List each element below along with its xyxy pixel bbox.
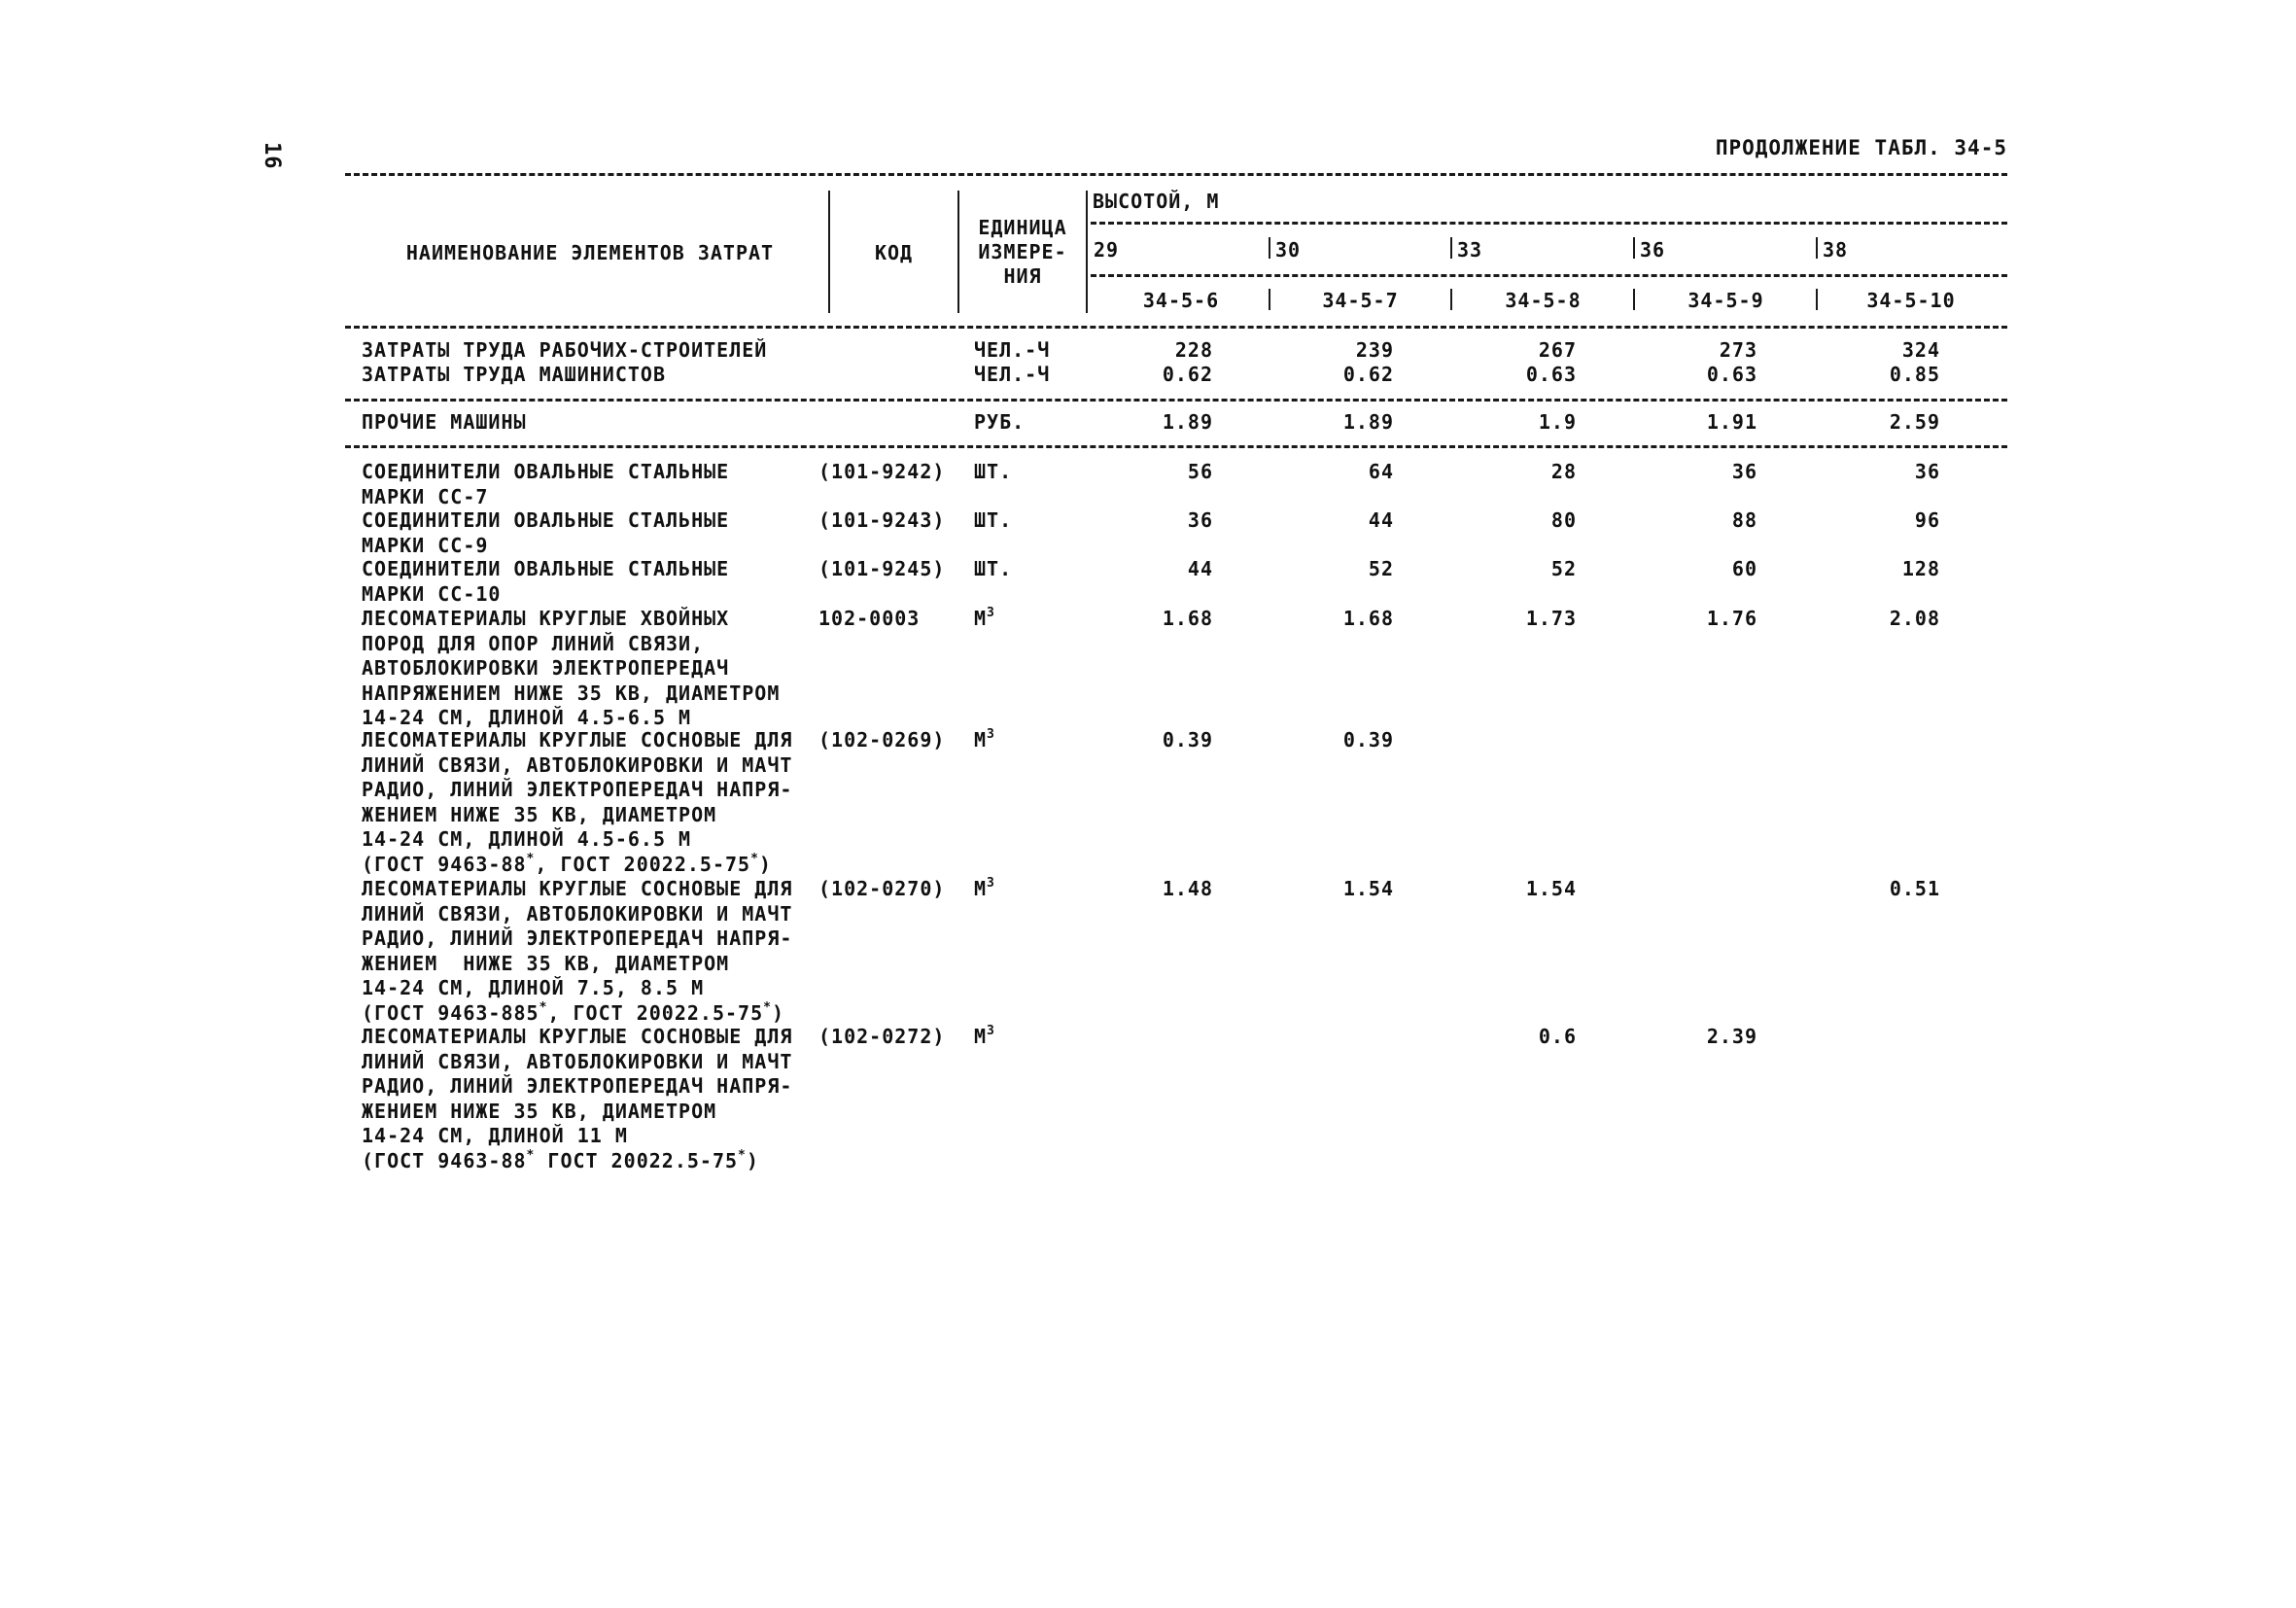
material-row-unit: ШТ. (974, 460, 1013, 483)
material-row-name-line: МАРКИ СС-10 (362, 581, 502, 606)
header-code: КОД (874, 241, 914, 264)
material-row-name-line: ЖЕНИЕМ НИЖЕ 35 КВ, ДИАМЕТРОМ (362, 1099, 717, 1123)
material-row-code: (101-9245) (818, 557, 946, 580)
material-row-code: (101-9242) (818, 460, 946, 483)
material-row-value: 88 (1731, 508, 1757, 532)
labor-row-value: 0.62 (1162, 363, 1213, 386)
header-separator-name-code (828, 191, 830, 313)
material-row-value: 1.73 (1525, 607, 1577, 630)
material-row-value: 0.51 (1889, 877, 1940, 900)
norm-code-rule (1091, 274, 2007, 277)
material-row-name-line: ЛЕСОМАТЕРИАЛЫ КРУГЛЫЕ СОСНОВЫЕ ДЛЯ (362, 728, 793, 752)
material-row-name-line: РАДИО, ЛИНИЙ ЭЛЕКТРОПЕРЕДАЧ НАПРЯ- (362, 1074, 793, 1098)
material-row-name-line: ЛЕСОМАТЕРИАЛЫ КРУГЛЫЕ СОСНОВЫЕ ДЛЯ (362, 1025, 793, 1048)
header-height-30: 30 (1275, 238, 1302, 262)
material-row-name-line: ЛИНИЙ СВЯЗИ, АВТОБЛОКИРОВКИ И МАЧТ (362, 752, 793, 777)
labor-row-unit: ЧЕЛ.-Ч (974, 338, 1051, 362)
material-row-value: 1.54 (1342, 877, 1394, 900)
material-row-name-line: 14-24 СМ, ДЛИНОЙ 11 М (362, 1124, 628, 1147)
machines-row-value: 2.59 (1889, 410, 1940, 434)
header-unit-line-1: ЕДИНИЦА (978, 216, 1067, 239)
labor-row-value: 228 (1174, 338, 1213, 362)
material-row-name-line: (ГОСТ 9463-885*, ГОСТ 20022.5-75*) (362, 999, 784, 1025)
material-row-unit: $М^3$ (974, 606, 995, 630)
material-row-name-line: РАДИО, ЛИНИЙ ЭЛЕКТРОПЕРЕДАЧ НАПРЯ- (362, 778, 793, 801)
material-row-value: 1.48 (1162, 877, 1213, 900)
labor-row-value: 0.85 (1889, 363, 1940, 386)
material-row-value: 1.68 (1162, 607, 1213, 630)
material-row-value: 2.08 (1889, 607, 1940, 630)
header-unit-line-3: НИЯ (1003, 264, 1042, 288)
header-norm-34-5-7: 34-5-7 (1322, 289, 1399, 312)
material-row-value: 44 (1368, 508, 1394, 532)
labor-bottom-rule (345, 399, 2007, 402)
material-row-name-line: СОЕДИНИТЕЛИ ОВАЛЬНЫЕ СТАЛЬНЫЕ (362, 460, 730, 483)
header-separator-unit-values (1086, 191, 1088, 313)
header-norm-34-5-8: 34-5-8 (1505, 289, 1582, 312)
material-row-name-line: МАРКИ СС-9 (362, 533, 489, 557)
material-row-name-line: ЖЕНИЕМ НИЖЕ 35 КВ, ДИАМЕТРОМ (362, 951, 730, 975)
header-height-29: 29 (1094, 238, 1120, 262)
labor-row-value: 267 (1538, 338, 1577, 362)
height-caption-rule (1091, 222, 2007, 225)
material-row-name-line: ЛЕСОМАТЕРИАЛЫ КРУГЛЫЕ СОСНОВЫЕ ДЛЯ (362, 877, 793, 900)
material-row-name-line: 14-24 СМ, ДЛИНОЙ 4.5-6.5 М (362, 827, 692, 851)
material-row-name-line: ЛЕСОМАТЕРИАЛЫ КРУГЛЫЕ ХВОЙНЫХ (362, 607, 730, 630)
labor-row-value: 0.62 (1342, 363, 1394, 386)
material-row-name-line: СОЕДИНИТЕЛИ ОВАЛЬНЫЕ СТАЛЬНЫЕ (362, 557, 730, 580)
material-row-code: (102-0270) (818, 877, 946, 900)
material-row-value: 36 (1914, 460, 1940, 483)
machines-row-unit: РУБ. (974, 410, 1026, 434)
material-row-name-line: (ГОСТ 9463-88*, ГОСТ 20022.5-75*) (362, 851, 772, 876)
header-height-38: 38 (1823, 238, 1849, 262)
material-row-value: 0.39 (1342, 728, 1394, 752)
header-separator-n8 (1450, 289, 1452, 310)
material-row-unit: $М^3$ (974, 727, 995, 752)
material-row-name-line: ПОРОД ДЛЯ ОПОР ЛИНИЙ СВЯЗИ, (362, 631, 705, 655)
material-row-value: 36 (1731, 460, 1757, 483)
labor-row-value: 324 (1901, 338, 1940, 362)
material-row-code: (101-9243) (818, 508, 946, 532)
labor-row-value: 273 (1719, 338, 1757, 362)
material-row-code: (102-0272) (818, 1025, 946, 1048)
material-row-name-line: (ГОСТ 9463-88* ГОСТ 20022.5-75*) (362, 1147, 759, 1172)
header-separator-h30 (1269, 237, 1270, 259)
header-height-36: 36 (1640, 238, 1666, 262)
material-row-value: 44 (1187, 557, 1213, 580)
material-row-name-line: ЛИНИЙ СВЯЗИ, АВТОБЛОКИРОВКИ И МАЧТ (362, 901, 793, 926)
material-row-unit: ШТ. (974, 508, 1013, 532)
material-row-value: 1.68 (1342, 607, 1394, 630)
header-separator-n9 (1633, 289, 1635, 310)
labor-row-value: 239 (1355, 338, 1394, 362)
header-separator-h33 (1450, 237, 1452, 259)
material-row-value: 64 (1368, 460, 1394, 483)
material-row-name-line: ЖЕНИЕМ НИЖЕ 35 КВ, ДИАМЕТРОМ (362, 802, 717, 826)
material-row-value: 80 (1550, 508, 1577, 532)
material-row-value: 60 (1731, 557, 1757, 580)
material-row-value: 0.6 (1538, 1025, 1577, 1048)
header-norm-34-5-9: 34-5-9 (1687, 289, 1764, 312)
material-row-name-line: МАРКИ СС-7 (362, 484, 489, 508)
machines-row-value: 1.9 (1538, 410, 1577, 434)
labor-row-unit: ЧЕЛ.-Ч (974, 363, 1051, 386)
material-row-value: 1.76 (1706, 607, 1757, 630)
material-row-name-line: НАПРЯЖЕНИЕМ НИЖЕ 35 КВ, ДИАМЕТРОМ (362, 681, 781, 705)
material-row-value: 56 (1187, 460, 1213, 483)
material-row-name-line: ЛИНИЙ СВЯЗИ, АВТОБЛОКИРОВКИ И МАЧТ (362, 1049, 793, 1073)
header-name: НАИМЕНОВАНИЕ ЭЛЕМЕНТОВ ЗАТРАТ (405, 241, 775, 264)
material-row-code: 102-0003 (818, 607, 921, 630)
table-continuation-caption: ПРОДОЛЖЕНИЕ ТАБЛ. 34-5 (1715, 136, 2007, 159)
header-separator-n10 (1816, 289, 1818, 310)
header-norm-34-5-10: 34-5-10 (1866, 289, 1956, 312)
machines-row-name: ПРОЧИЕ МАШИНЫ (362, 410, 527, 434)
material-row-value: 128 (1901, 557, 1940, 580)
page-number: 16 (260, 142, 284, 170)
material-row-name-line: РАДИО, ЛИНИЙ ЭЛЕКТРОПЕРЕДАЧ НАПРЯ- (362, 926, 793, 950)
header-separator-h36 (1633, 237, 1635, 259)
material-row-unit: $М^3$ (974, 1024, 995, 1048)
material-row-value: 36 (1187, 508, 1213, 532)
labor-row-name: ЗАТРАТЫ ТРУДА МАШИНИСТОВ (362, 363, 666, 386)
header-separator-n7 (1269, 289, 1270, 310)
header-height-33: 33 (1457, 238, 1483, 262)
material-row-unit: ШТ. (974, 557, 1013, 580)
material-row-name-line: АВТОБЛОКИРОВКИ ЭЛЕКТРОПЕРЕДАЧ (362, 656, 730, 680)
header-separator-code-unit (957, 191, 959, 313)
header-bottom-rule (345, 326, 2007, 329)
machines-row-value: 1.89 (1162, 410, 1213, 434)
material-row-value: 2.39 (1706, 1025, 1757, 1048)
material-row-value: 0.39 (1162, 728, 1213, 752)
table-top-rule (345, 173, 2007, 176)
labor-row-name: ЗАТРАТЫ ТРУДА РАБОЧИХ-СТРОИТЕЛЕЙ (362, 338, 768, 362)
machines-row-value: 1.89 (1342, 410, 1394, 434)
header-norm-34-5-6: 34-5-6 (1142, 289, 1220, 312)
header-separator-h38 (1816, 237, 1818, 259)
material-row-name-line: 14-24 СМ, ДЛИНОЙ 7.5, 8.5 М (362, 976, 705, 999)
material-row-value: 1.54 (1525, 877, 1577, 900)
material-row-code: (102-0269) (818, 728, 946, 752)
material-row-name-line: СОЕДИНИТЕЛИ ОВАЛЬНЫЕ СТАЛЬНЫЕ (362, 508, 730, 532)
header-height-caption: ВЫСОТОЙ, М (1093, 190, 1220, 213)
material-row-name-line: 14-24 СМ, ДЛИНОЙ 4.5-6.5 М (362, 706, 692, 729)
machines-bottom-rule (345, 445, 2007, 448)
header-unit-line-2: ИЗМЕРЕ- (978, 240, 1067, 263)
material-row-value: 52 (1550, 557, 1577, 580)
material-row-value: 28 (1550, 460, 1577, 483)
labor-row-value: 0.63 (1706, 363, 1757, 386)
material-row-unit: $М^3$ (974, 876, 995, 900)
labor-row-value: 0.63 (1525, 363, 1577, 386)
material-row-value: 52 (1368, 557, 1394, 580)
material-row-value: 96 (1914, 508, 1940, 532)
machines-row-value: 1.91 (1706, 410, 1757, 434)
